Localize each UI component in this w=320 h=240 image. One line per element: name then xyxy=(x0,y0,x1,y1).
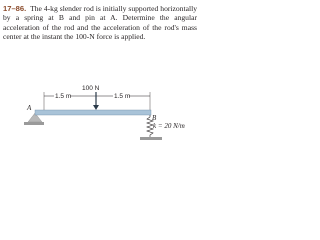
point-a-label: A xyxy=(27,104,32,112)
force-arrow-head xyxy=(93,105,99,110)
ground-base-right xyxy=(140,137,162,140)
slender-rod xyxy=(35,110,151,115)
problem-text: The 4-kg slender rod is initially supported horizontally by a spring at B and pin at A. Determine the angular acceleration of the rod and the acceleration of the rod's mass center at the instant the 100-N force is applied. xyxy=(3,4,197,41)
rod-spring-figure xyxy=(0,0,200,158)
spring-constant-label: k = 20 N/m xyxy=(153,122,185,130)
point-b-label: B xyxy=(152,114,157,122)
ground-base-left xyxy=(24,122,44,125)
right-dimension-label: 1.5 m xyxy=(114,93,131,100)
left-dimension-label: 1.5 m xyxy=(55,93,72,100)
problem-number: 17–86. xyxy=(3,4,27,13)
force-label: 100 N xyxy=(82,85,100,92)
